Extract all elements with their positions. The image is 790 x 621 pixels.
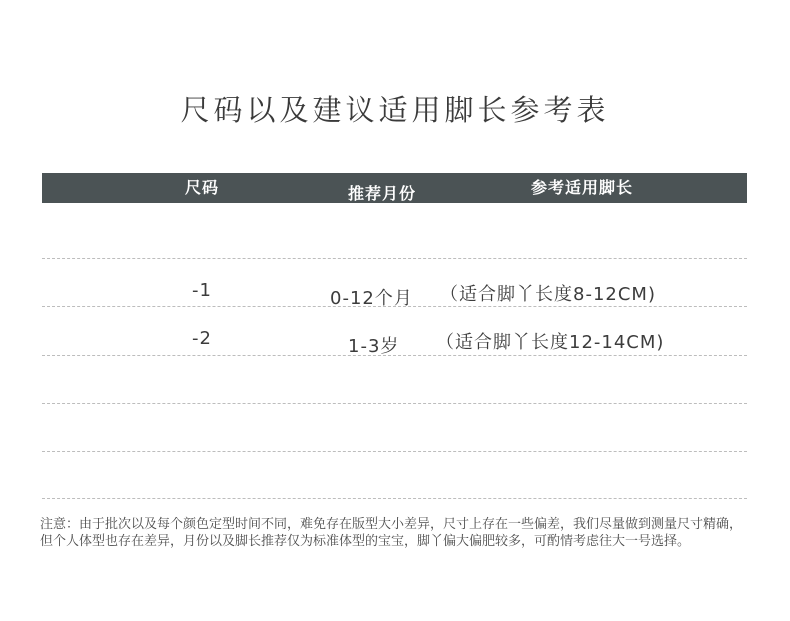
table-header bbox=[42, 173, 747, 203]
table-divider bbox=[42, 451, 747, 452]
page-title: 尺码以及建议适用脚长参考表 bbox=[180, 93, 610, 127]
table-divider bbox=[42, 403, 747, 404]
row-foot-length: （适合脚丫长度12-14CM) bbox=[436, 332, 665, 353]
table-divider bbox=[42, 498, 747, 499]
row-month: 1-3岁 bbox=[348, 336, 400, 357]
row-size: -1 bbox=[192, 280, 212, 301]
row-foot-length: （适合脚丫长度8-12CM) bbox=[440, 284, 656, 305]
row-size: -2 bbox=[192, 328, 212, 349]
header-foot-length: 参考适用脚长 bbox=[530, 178, 633, 197]
header-month: 推荐月份 bbox=[347, 184, 416, 203]
disclaimer-note: 注意：由于批次以及每个颜色定型时间不同，难免存在版型大小差异，尺寸上存在一些偏差，我们尽量做到测量尺寸精确，但个人体型也存在差异，月份以及脚长推荐仅为标准体型的宝宝，脚丫偏大偏肥较多，可酌情考虑往大一号选择。 bbox=[40, 517, 743, 549]
header-size: 尺码 bbox=[184, 178, 219, 197]
table-divider bbox=[42, 258, 747, 259]
row-month: 0-12个月 bbox=[330, 288, 413, 309]
